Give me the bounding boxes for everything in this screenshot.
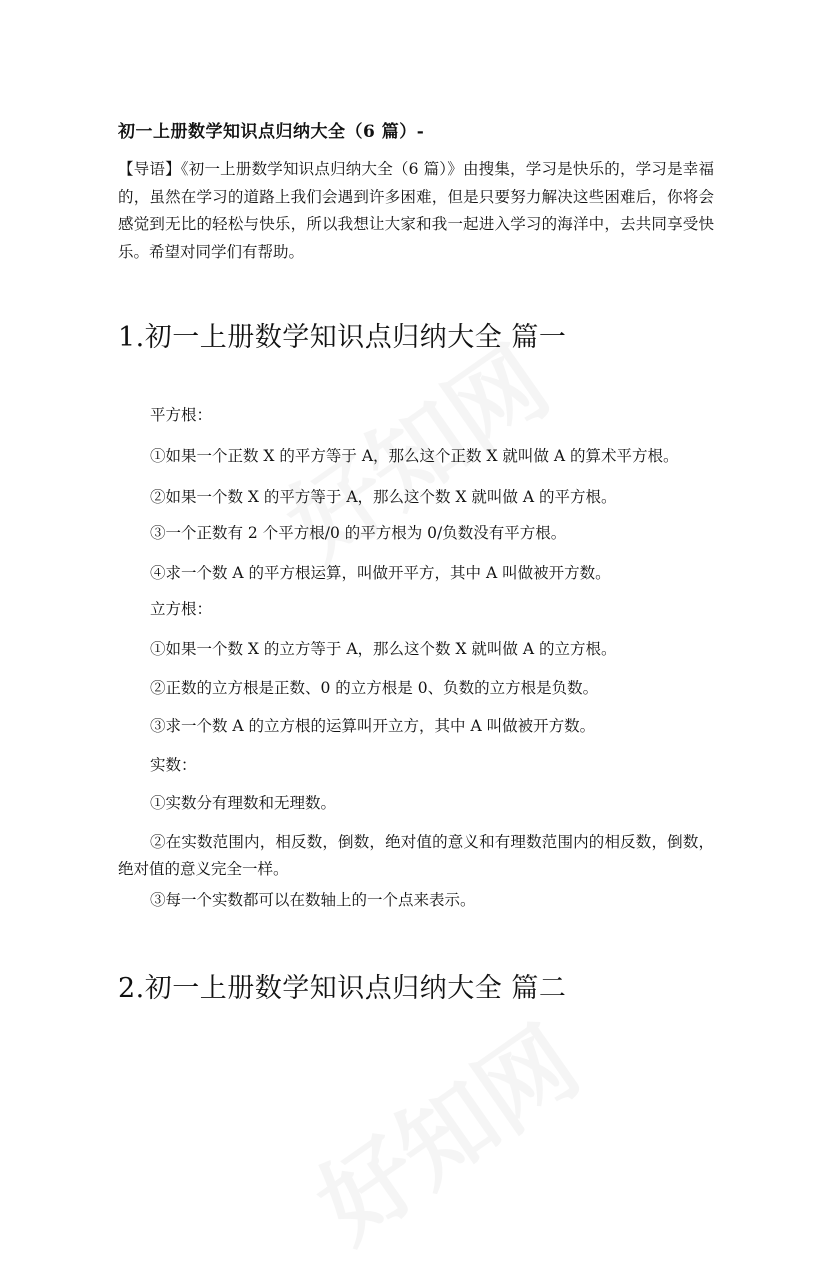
- list-item: ①如果一个数 X 的立方等于 A，那么这个数 X 就叫做 A 的立方根。: [150, 640, 617, 658]
- subheading-real-numbers: 实数：: [150, 756, 197, 774]
- list-item: ④求一个数 A 的平方根运算，叫做开平方，其中 A 叫做被开方数。: [150, 564, 611, 582]
- list-item: ③求一个数 A 的立方根的运算叫开立方，其中 A 叫做被开方数。: [150, 717, 596, 735]
- subheading-square-root: 平方根：: [150, 406, 213, 424]
- section-heading: 2.初一上册数学知识点归纳大全 篇二: [118, 973, 567, 1004]
- list-item: ③每一个实数都可以在数轴上的一个点来表示。: [150, 891, 476, 909]
- section-heading: 1.初一上册数学知识点归纳大全 篇一: [118, 322, 567, 353]
- subheading-cube-root: 立方根：: [150, 600, 213, 618]
- intro-paragraph: 【导语】《初一上册数学知识点归纳大全（6 篇）》由搜集，学习是快乐的，学习是幸福的，虽然在学习的道路上我们会遇到许多困难，但是只要努力解决这些困难后，你将会感觉到无比的轻松与快乐，所以我想让大家和我一起进入学习的海洋中，去共同享受快乐。希望对同学们有帮助。: [118, 160, 714, 261]
- list-item: ③一个正数有 2 个平方根/0 的平方根为 0/负数没有平方根。: [150, 524, 567, 542]
- list-item: ①实数分有理数和无理数。: [150, 794, 337, 812]
- document-title: 初一上册数学知识点归纳大全（6 篇）-: [118, 122, 425, 142]
- list-item: ②如果一个数 X 的平方等于 A，那么这个数 X 就叫做 A 的平方根。: [150, 488, 617, 506]
- list-item: ②正数的立方根是正数、0 的立方根是 0、负数的立方根是负数。: [150, 679, 599, 697]
- list-item: ②在实数范围内，相反数，倒数，绝对值的意义和有理数范围内的相反数，倒数，绝对值的意义完全一样。: [118, 833, 714, 878]
- list-item: ①如果一个正数 X 的平方等于 A，那么这个正数 X 就叫做 A 的算术平方根。: [150, 447, 679, 465]
- watermark: [287, 990, 601, 1267]
